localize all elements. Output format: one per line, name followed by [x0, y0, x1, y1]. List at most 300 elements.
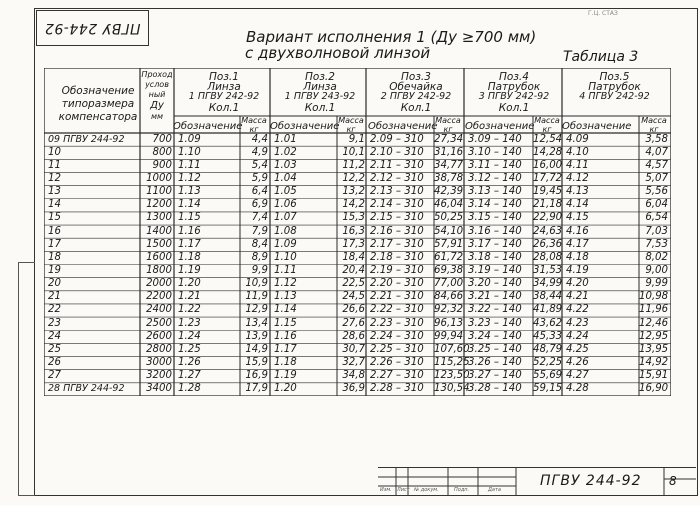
cell-pos1-mass: 4,4	[251, 133, 268, 145]
cell-designation: 10	[48, 146, 61, 158]
cell-pos3: 2.24 – 310	[370, 330, 424, 342]
cell-pos5-mass: 15,91	[639, 370, 669, 382]
cell-pos1-mass: 7,4	[251, 212, 268, 224]
table-row	[44, 148, 671, 160]
title-block	[378, 467, 696, 495]
cell-pos2-mass: 27,6	[342, 317, 365, 329]
cell-designation: 16	[48, 225, 61, 237]
cell-dn: 2000	[146, 278, 172, 290]
cell-pos3: 2.19 – 310	[370, 265, 424, 276]
cell-pos2-mass: 24,5	[342, 291, 365, 303]
cell-pos2-mass: 15,3	[342, 212, 365, 224]
cell-designation: 26	[48, 357, 61, 369]
cell-pos4-mass: 55,69	[533, 370, 563, 382]
cell-pos1: 1.23	[178, 317, 201, 329]
cell-dn: 1400	[146, 225, 172, 237]
cell-pos1-mass: 9,9	[251, 265, 268, 276]
cell-pos4: 3.28 – 140	[468, 383, 522, 395]
cell-pos1-mass: 10,9	[245, 278, 268, 290]
cell-pos3-mass: 42,39	[434, 186, 464, 198]
specification-table	[44, 68, 671, 396]
cell-pos5: 4.21	[566, 291, 589, 303]
hdr-pos4-line2: Патрубок	[487, 81, 541, 93]
cell-pos3-mass: 46,04	[434, 199, 464, 211]
cell-pos1: 1.15	[178, 212, 201, 224]
table-row	[44, 358, 671, 370]
cell-dn: 2600	[146, 330, 172, 342]
cell-designation: 15	[48, 212, 61, 224]
title-line-1: Вариант исполнения 1 (Ду ≥700 мм)	[246, 28, 537, 46]
cell-dn: 3400	[146, 383, 172, 395]
cell-pos2-mass: 9,1	[348, 133, 365, 145]
table-row	[44, 135, 671, 147]
hdr-pos3-line2: Обечайка	[389, 81, 443, 93]
hdr-pos3-mass: Масса	[435, 116, 461, 125]
hdr-dn-line2: услов	[145, 80, 169, 89]
cell-designation: 12	[48, 172, 61, 184]
cell-pos3-mass: 107,60	[434, 343, 470, 355]
cell-pos5-mass: 9,00	[645, 265, 668, 276]
cell-pos5-mass: 5,07	[645, 172, 668, 184]
cell-pos1-mass: 11,9	[245, 291, 268, 303]
table-row	[44, 292, 671, 304]
hdr-pos5-mass-unit: кг	[649, 125, 659, 134]
cell-pos2: 1.14	[274, 304, 297, 316]
table-row	[44, 227, 671, 239]
cell-pos3: 2.10 – 310	[370, 146, 424, 158]
cell-dn: 3000	[146, 357, 172, 369]
hdr-pos2-mass-unit: кг	[346, 125, 356, 134]
cell-dn: 1100	[146, 186, 172, 198]
cell-pos5: 4.10	[566, 146, 589, 158]
table-row	[44, 200, 671, 212]
cell-pos4-mass: 48,79	[533, 343, 563, 355]
cell-pos4-mass: 22,90	[533, 212, 563, 224]
cell-pos4: 3.13 – 140	[468, 186, 522, 198]
cell-pos3: 2.23 – 310	[370, 317, 424, 329]
cell-pos3-mass: 96,13	[434, 317, 464, 329]
cell-pos4: 3.15 – 140	[468, 212, 522, 224]
tb-label-doc: № докум.	[414, 487, 439, 493]
table-row	[44, 187, 671, 199]
cell-pos3-mass: 92,32	[434, 304, 464, 316]
cell-dn: 1000	[146, 172, 172, 184]
table-row	[44, 253, 671, 265]
cell-pos3: 2.20 – 310	[370, 278, 424, 290]
cell-pos1: 1.27	[178, 370, 201, 382]
cell-pos4: 3.11 – 140	[468, 159, 522, 171]
cell-pos5: 4.13	[566, 186, 589, 198]
cell-designation: 21	[48, 291, 61, 303]
table-row	[44, 279, 671, 291]
cell-pos2-mass: 22,5	[342, 278, 365, 290]
hdr-pos3-line4: Кол.1	[400, 102, 432, 114]
cell-pos1: 1.20	[178, 278, 201, 290]
cell-pos1-mass: 15,9	[245, 357, 268, 369]
cell-pos3: 2.26 – 310	[370, 357, 424, 369]
table-row	[44, 319, 671, 331]
cell-pos4-mass: 26,36	[533, 238, 563, 250]
cell-dn: 2200	[146, 291, 172, 303]
cell-pos1: 1.21	[178, 291, 201, 303]
cell-pos5-mass: 9,99	[645, 278, 668, 290]
hdr-designation-line3: компенсатора	[58, 111, 138, 123]
cell-dn: 700	[152, 133, 172, 145]
hdr-pos1-line4: Кол.1	[208, 102, 240, 114]
cell-pos2-mass: 16,3	[342, 225, 365, 237]
cell-pos3-mass: 27,34	[434, 133, 464, 145]
cell-pos3-mass: 54,10	[434, 225, 464, 237]
tb-label-date: Дата	[488, 487, 501, 493]
cell-pos2-mass: 20,4	[342, 265, 365, 276]
hdr-designation-line1: Обозначение	[61, 85, 135, 97]
cell-pos1-mass: 13,4	[245, 317, 268, 329]
table-label: Таблица 3	[563, 49, 639, 65]
tb-label-list: Лист	[397, 487, 410, 493]
cell-pos3: 2.12 – 310	[370, 172, 424, 184]
cell-pos5: 4.11	[566, 159, 589, 171]
cell-pos5-mass: 12,46	[639, 317, 669, 329]
cell-pos5: 4.19	[566, 265, 589, 276]
cell-dn: 1300	[146, 212, 172, 224]
cell-pos4: 3.14 – 140	[468, 199, 522, 211]
cell-pos5-mass: 4,57	[645, 159, 668, 171]
cell-designation: 18	[48, 251, 61, 263]
cell-pos4: 3.19 – 140	[468, 265, 522, 276]
title-line-2: с двухволновой линзой	[245, 44, 431, 62]
cell-pos4-mass: 52,25	[533, 357, 563, 369]
cell-pos3-mass: 31,16	[434, 146, 464, 158]
cell-pos2: 1.15	[274, 317, 297, 329]
cell-pos1: 1.26	[178, 357, 201, 369]
hdr-pos4-line4: Кол.1	[498, 102, 530, 114]
cell-pos3-mass: 99,94	[434, 330, 464, 342]
hdr-pos4-line3: 3 ПГВУ 242-92	[478, 91, 550, 102]
cell-pos2: 1.03	[274, 159, 297, 171]
table-row	[44, 266, 671, 278]
hdr-dn-line1: Проход	[141, 70, 173, 79]
cell-pos2-mass: 28,6	[342, 330, 365, 342]
cell-pos2: 1.12	[274, 278, 297, 290]
cell-pos4-mass: 17,72	[533, 172, 563, 184]
table-row	[44, 213, 671, 225]
cell-pos4: 3.10 – 140	[468, 146, 522, 158]
cell-dn: 2500	[146, 317, 172, 329]
cell-designation: 22	[48, 304, 61, 316]
cell-pos2: 1.06	[274, 199, 297, 211]
cell-designation: 25	[48, 343, 61, 355]
cell-pos4-mass: 28,08	[533, 251, 563, 263]
cell-pos3: 2.13 – 310	[370, 186, 424, 198]
cell-pos3: 2.16 – 310	[370, 225, 424, 237]
hdr-pos1-line1: Поз.1	[209, 71, 239, 83]
hdr-pos5-designation: Обозначение	[562, 121, 632, 132]
cell-pos4-mass: 14,28	[533, 146, 563, 158]
table-row	[44, 384, 671, 396]
cell-pos5-mass: 5,56	[645, 186, 668, 198]
hdr-pos4-line1: Поз.4	[499, 71, 529, 83]
cell-dn: 1800	[146, 265, 172, 276]
cell-pos2: 1.05	[274, 186, 297, 198]
cell-pos5-mass: 12,95	[639, 330, 669, 342]
cell-pos2-mass: 12,2	[342, 172, 365, 184]
cell-pos2-mass: 17,3	[342, 238, 365, 250]
cell-pos5: 4.26	[566, 357, 589, 369]
cell-pos3-mass: 115,25	[434, 357, 470, 369]
cell-designation: 24	[48, 330, 61, 342]
cell-pos2-mass: 13,2	[342, 186, 365, 198]
cell-pos5-mass: 6,04	[645, 199, 668, 211]
document-code: ПГВУ 244-92	[540, 473, 642, 489]
cell-pos2-mass: 36,9	[342, 383, 365, 395]
cell-pos1-mass: 8,9	[251, 251, 268, 263]
cell-pos2-mass: 11,2	[342, 159, 365, 171]
hdr-pos3-line1: Поз.3	[401, 71, 431, 83]
cell-pos1: 1.09	[178, 133, 201, 145]
cell-pos1: 1.24	[178, 330, 201, 342]
cell-pos3: 2.28 – 310	[370, 383, 424, 395]
hdr-pos2-line2: Линза	[303, 81, 337, 93]
cell-pos4-mass: 16,00	[533, 159, 563, 171]
table-row	[44, 240, 671, 252]
hdr-pos1-line2: Линза	[207, 81, 241, 93]
hdr-pos1-line3: 1 ПГВУ 242-92	[188, 91, 260, 102]
cell-pos2-mass: 10,1	[342, 146, 365, 158]
cell-pos3: 2.21 – 310	[370, 291, 424, 303]
hdr-pos3-designation: Обозначение	[368, 121, 438, 132]
cell-pos4: 3.20 – 140	[468, 278, 522, 290]
cell-pos1-mass: 6,4	[251, 186, 268, 198]
hdr-pos3-line3: 2 ПГВУ 242-92	[380, 91, 452, 102]
cell-pos4: 3.22 – 140	[468, 304, 522, 316]
cell-pos4: 3.17 – 140	[468, 238, 522, 250]
cell-designation: 09 ПГВУ 244-92	[48, 133, 125, 145]
cell-pos4-mass: 38,44	[533, 291, 563, 303]
cell-pos3-mass: 77,00	[434, 278, 464, 290]
cell-pos3: 2.17 – 310	[370, 238, 424, 250]
cell-dn: 900	[152, 159, 172, 171]
hdr-pos5-line3: 4 ПГВУ 242-92	[579, 91, 650, 102]
cell-pos4-mass: 21,18	[533, 199, 563, 211]
cell-designation: 19	[48, 265, 61, 276]
cell-dn: 2400	[146, 304, 172, 316]
cell-pos2: 1.19	[274, 370, 297, 382]
cell-pos5: 4.24	[566, 330, 589, 342]
cell-pos1-mass: 7,9	[251, 225, 268, 237]
cell-dn: 3200	[146, 370, 172, 382]
table-row	[44, 174, 671, 186]
cell-dn: 1500	[146, 238, 172, 250]
cell-designation: 28 ПГВУ 244-92	[48, 383, 125, 395]
cell-pos5: 4.22	[566, 304, 589, 316]
cell-pos3-mass: 38,78	[434, 172, 464, 184]
cell-pos3: 2.27 – 310	[370, 370, 424, 382]
cell-designation: 17	[48, 238, 61, 250]
hdr-pos4-mass-unit: кг	[542, 125, 552, 134]
cell-pos1: 1.22	[178, 304, 201, 316]
hdr-dn-line4: Ду	[150, 100, 164, 111]
cell-designation: 23	[48, 317, 61, 329]
hdr-pos3-mass-unit: кг	[443, 125, 453, 134]
cell-dn: 800	[152, 146, 172, 158]
cell-pos2: 1.16	[274, 330, 297, 342]
cell-designation: 11	[48, 159, 61, 171]
cell-pos3-mass: 61,72	[434, 251, 464, 263]
cell-pos1: 1.11	[178, 159, 201, 171]
cell-pos4: 3.25 – 140	[468, 343, 522, 355]
cell-pos1: 1.19	[178, 265, 201, 276]
table-row	[44, 332, 671, 344]
cell-pos2: 1.07	[274, 212, 297, 224]
cell-pos2-mass: 26,6	[342, 304, 365, 316]
cell-pos1: 1.25	[178, 343, 201, 355]
cell-pos2-mass: 18,4	[342, 251, 365, 263]
table-row	[44, 371, 671, 383]
binding-strip	[18, 262, 35, 496]
cell-pos2-mass: 32,7	[342, 357, 365, 369]
hdr-pos5-line2: Патрубок	[588, 81, 641, 93]
cell-pos5: 4.28	[566, 383, 589, 395]
hdr-dn-line3: ный	[148, 90, 166, 99]
cell-pos5: 4.17	[566, 238, 589, 250]
cell-pos5-mass: 8,02	[645, 251, 668, 263]
cell-pos5: 4.20	[566, 278, 589, 290]
cell-pos2: 1.11	[274, 265, 297, 276]
cell-pos3: 2.14 – 310	[370, 199, 424, 211]
cell-pos1: 1.17	[178, 238, 201, 250]
cell-dn: 2800	[146, 343, 172, 355]
hdr-pos5-mass: Масса	[641, 116, 667, 125]
cell-pos3-mass: 34,77	[434, 159, 464, 171]
cell-pos5: 4.23	[566, 317, 589, 329]
cell-designation: 14	[48, 199, 61, 211]
cell-pos2: 1.10	[274, 251, 297, 263]
cell-pos3: 2.22 – 310	[370, 304, 424, 316]
cell-pos5-mass: 3,58	[645, 133, 668, 145]
cell-pos4: 3.18 – 140	[468, 251, 522, 263]
cell-pos3-mass: 84,66	[434, 291, 464, 303]
cell-pos5-mass: 14,92	[639, 357, 669, 369]
hdr-pos5-line1: Поз.5	[599, 71, 630, 83]
cell-pos5-mass: 11,96	[639, 304, 669, 316]
cell-pos1-mass: 8,4	[251, 238, 268, 250]
cell-pos5: 4.18	[566, 251, 589, 263]
cell-pos3: 2.15 – 310	[370, 212, 424, 224]
cell-pos3-mass: 130,54	[434, 383, 470, 395]
cell-designation: 27	[48, 370, 61, 382]
table-row	[44, 161, 671, 173]
cell-pos5: 4.14	[566, 199, 589, 211]
hdr-pos2-line4: Кол.1	[304, 102, 336, 114]
hdr-designation-line2: типоразмера	[61, 98, 135, 110]
cell-pos2: 1.09	[274, 238, 297, 250]
cell-pos2: 1.18	[274, 357, 297, 369]
hdr-pos1-designation: Обозначение	[173, 121, 243, 132]
cell-pos5-mass: 16,90	[639, 383, 669, 395]
cell-pos4-mass: 12,54	[533, 133, 563, 145]
cell-pos5: 4.16	[566, 225, 589, 237]
cell-pos2: 1.02	[274, 146, 297, 158]
cell-pos1: 1.14	[178, 199, 201, 211]
hdr-pos1-mass: Масса	[241, 116, 267, 125]
cell-pos4-mass: 19,45	[533, 186, 563, 198]
cell-pos4: 3.23 – 140	[468, 317, 522, 329]
cell-pos4-mass: 45,33	[533, 330, 563, 342]
cell-pos5-mass: 13,95	[639, 343, 669, 355]
cell-pos2-mass: 30,7	[342, 343, 365, 355]
cell-pos1: 1.28	[178, 383, 201, 395]
table-row	[44, 345, 671, 357]
cell-pos1-mass: 16,9	[245, 370, 268, 382]
cell-pos1-mass: 13,9	[245, 330, 268, 342]
cell-pos4: 3.16 – 140	[468, 225, 522, 237]
hdr-pos2-line1: Поз.2	[305, 71, 335, 83]
cell-pos1-mass: 14,9	[245, 343, 268, 355]
cell-pos3: 2.09 – 310	[370, 133, 424, 145]
cell-pos1: 1.10	[178, 146, 201, 158]
cell-pos3-mass: 123,50	[434, 370, 470, 382]
cell-pos5-mass: 4,07	[645, 146, 668, 158]
cell-pos3-mass: 57,91	[434, 238, 464, 250]
cell-pos1: 1.12	[178, 172, 201, 184]
cell-pos1-mass: 17,9	[245, 383, 268, 395]
cell-pos5: 4.25	[566, 343, 589, 355]
cell-pos1: 1.13	[178, 186, 201, 198]
corner-stamp: ПГВУ 244-92	[36, 10, 149, 46]
cell-pos2: 1.20	[274, 383, 297, 395]
cell-dn: 1600	[146, 251, 172, 263]
cell-pos4: 3.24 – 140	[468, 330, 522, 342]
cell-pos4: 3.27 – 140	[468, 370, 522, 382]
cell-pos2: 1.01	[274, 133, 297, 145]
cell-pos5-mass: 10,98	[639, 291, 669, 303]
cell-pos1-mass: 5,9	[251, 172, 268, 184]
table-row	[44, 305, 671, 317]
hdr-pos4-mass: Масса	[534, 116, 560, 125]
cell-pos1-mass: 5,4	[251, 159, 268, 171]
cell-pos5-mass: 6,54	[645, 212, 668, 224]
tb-label-izm: Изм.	[380, 487, 392, 493]
sheet-number: 8	[669, 474, 677, 488]
cell-pos1-mass: 4,9	[251, 146, 268, 158]
cell-pos2: 1.13	[274, 291, 297, 303]
hdr-pos4-designation: Обозначение	[465, 121, 535, 132]
cell-pos4: 3.12 – 140	[468, 172, 522, 184]
cell-pos5: 4.27	[566, 370, 589, 382]
cell-pos3: 2.25 – 310	[370, 343, 424, 355]
top-note: Г.Ц. СТАЗ	[588, 10, 618, 17]
cell-pos4-mass: 34,99	[533, 278, 563, 290]
cell-pos4-mass: 41,89	[533, 304, 563, 316]
hdr-pos1-mass-unit: кг	[249, 125, 259, 134]
cell-pos4: 3.26 – 140	[468, 357, 522, 369]
cell-pos2: 1.04	[274, 172, 297, 184]
cell-pos4-mass: 43,62	[533, 317, 563, 329]
cell-pos2-mass: 34,8	[342, 370, 365, 382]
cell-pos1-mass: 12,9	[245, 304, 268, 316]
cell-pos3: 2.11 – 310	[370, 159, 424, 171]
cell-pos2: 1.17	[274, 343, 297, 355]
cell-pos3: 2.18 – 310	[370, 251, 424, 263]
tb-label-sign: Подп.	[454, 487, 470, 493]
cell-pos2-mass: 14,2	[342, 199, 365, 211]
cell-pos3-mass: 50,25	[434, 212, 464, 224]
cell-pos5-mass: 7,53	[645, 238, 668, 250]
cell-pos4-mass: 59,15	[533, 383, 563, 395]
cell-pos5: 4.09	[566, 133, 589, 145]
cell-pos5: 4.12	[566, 172, 589, 184]
cell-pos1-mass: 6,9	[251, 199, 268, 211]
